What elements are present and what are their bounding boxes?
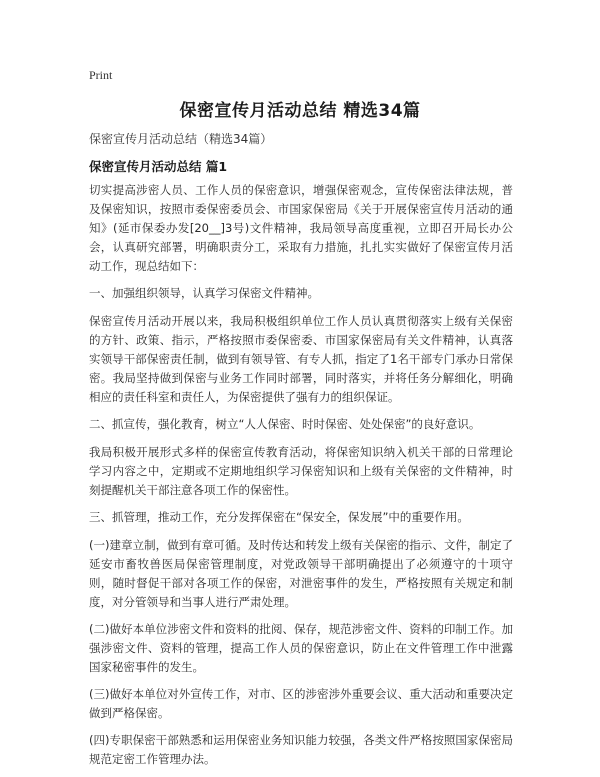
- paragraph-point-1-detail: 保密宣传月活动开展以来，我局积极组织单位工作人员认真贯彻落实上级有关保密的方针、政策、指示，严格按照市委保密委、市国家保密局有关文件精神，认真落实领导干部保密责任制，做到有领导管、有专人抓，指定了1名干部专门承办日常保密。我局坚持做到保密与业务工作同时部署，同时落实，并将任务分解细化，明确相应的责任科室和责任人，为保密提供了强有力的组织保证。: [89, 314, 513, 404]
- page-title: 保密宣传月活动总结 精选34篇: [179, 101, 421, 121]
- paragraph-point-1: 一、加强组织领导，认真学习保密文件精神。: [89, 286, 319, 300]
- section-heading: 保密宣传月活动总结 篇1: [89, 159, 228, 174]
- paragraph-point-2-detail: 我局积极开展形式多样的保密宣传教育活动，将保密知识纳入机关干部的日常理论学习内容之中，定期或不定期地组织学习保密知识和上级有关保密的文件精神，时刻提醒机关干部注意各项工作的保密性。: [89, 445, 513, 497]
- paragraph-subpoint-3: (三)做好本单位对外宣传工作，对市、区的涉密涉外重要会议、重大活动和重要决定做到严格保密。: [89, 687, 513, 720]
- paragraph-point-3: 三、抓管理，推动工作，充分发挥保密在“保安全，保发展”中的重要作用。: [89, 510, 469, 524]
- print-label[interactable]: Print: [89, 68, 113, 82]
- paragraph-point-2: 二、抓宣传，强化教育，树立“人人保密、时时保密、处处保密”的良好意识。: [89, 417, 481, 431]
- document-subtitle: 保密宣传月活动总结（精选34篇）: [89, 132, 273, 146]
- paragraph-subpoint-2: (二)做好本单位涉密文件和资料的批阅、保存，规范涉密文件、资料的印制工作。加强涉密文件、资料的管理，提高工作人员的保密意识，防止在文件管理工作中泄露国家秘密事件的发生。: [89, 622, 513, 674]
- paragraph-subpoint-4: (四)专职保密干部熟悉和运用保密业务知识能力较强，各类文件严格按照国家保密局规范定密工作管理办法。: [89, 733, 513, 766]
- paragraph-intro: 切实提高涉密人员、工作人员的保密意识，增强保密观念，宣传保密法律法规，普及保密知识，按照市委保密委员会、市国家保密局《关于开展保密宣传月活动的通知》(延市保委办发[20__]3号)文件精神，我局领导高度重视，立即召开局长办公会，认真研究部署，明确职责分工，采取有力措施，扎扎实实做好了保密宣传月活动工作，现总结如下：: [89, 183, 513, 273]
- article-body: [89, 181, 513, 777]
- paragraph-subpoint-1: (一)建章立制，做到有章可循。及时传达和转发上级有关保密的指示、文件，制定了延安市畜牧兽医局保密管理制度，对党政领导干部明确提出了必须遵守的十项守则，随时督促干部对各项工作的保密，对泄密事件的发生，严格按照有关规定和制度，对分管领导和当事人进行严肃处理。: [89, 538, 513, 609]
